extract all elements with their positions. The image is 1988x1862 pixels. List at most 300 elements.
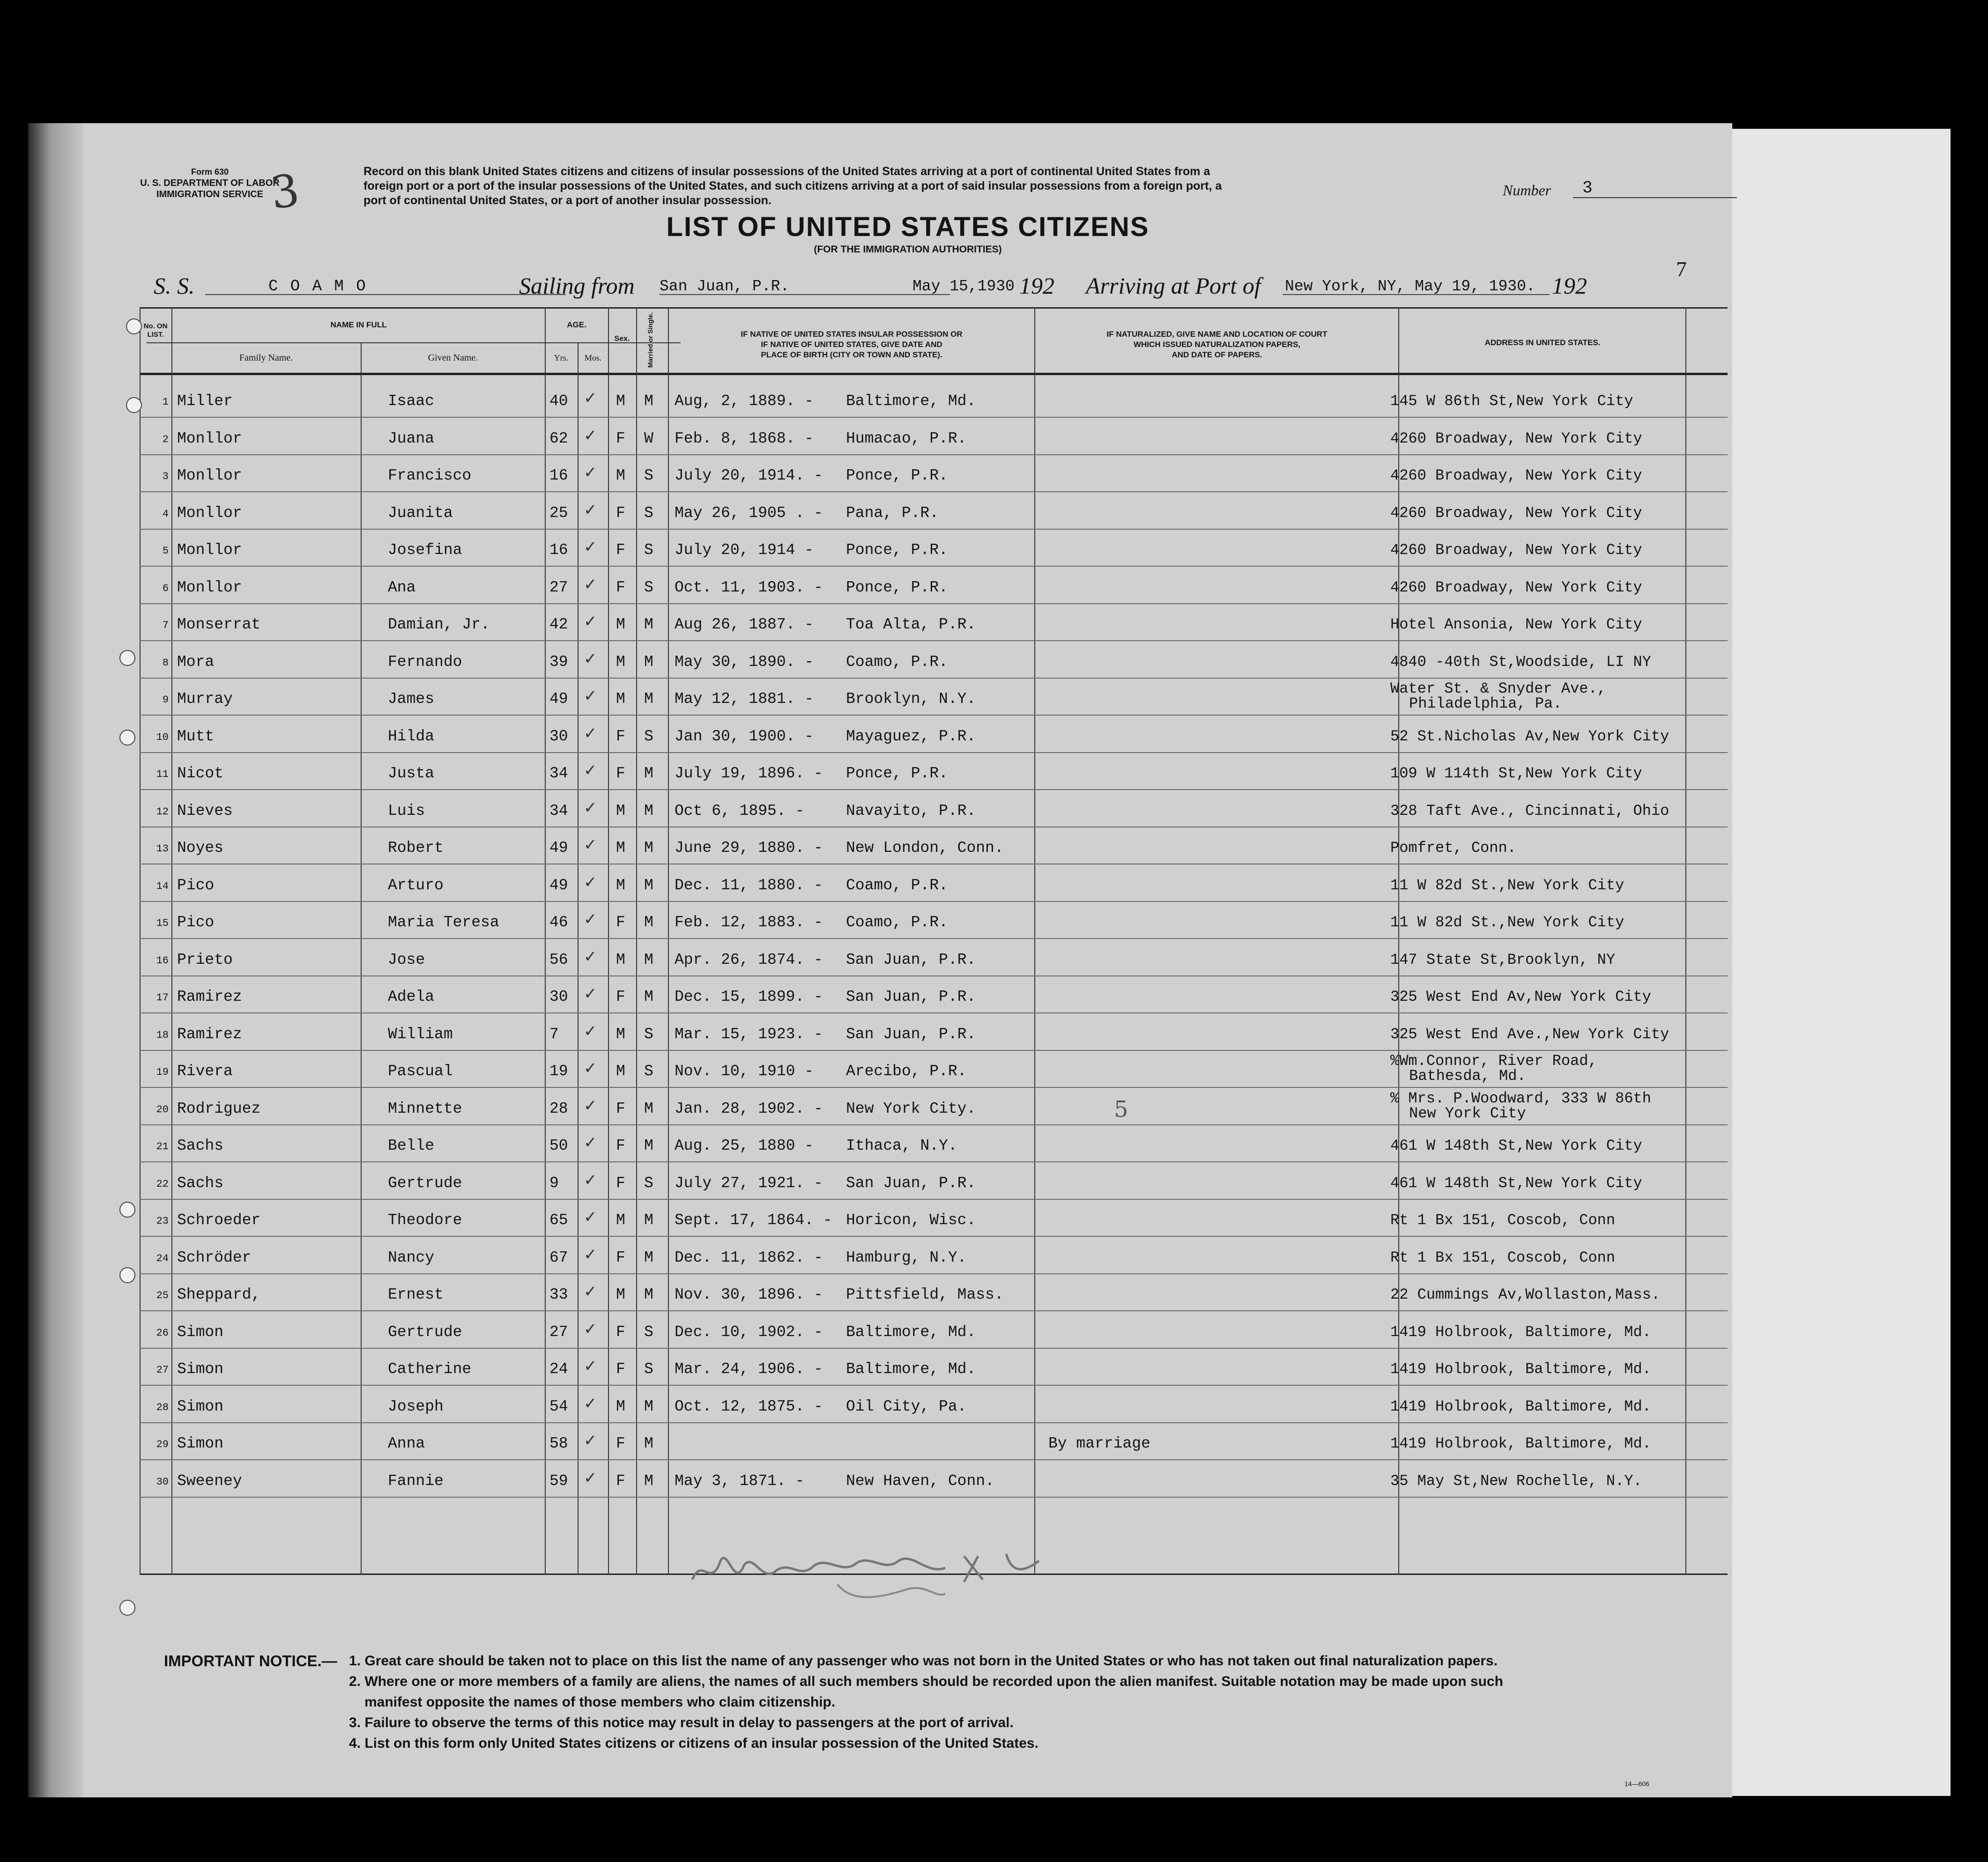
marital-status: S	[644, 727, 653, 745]
manifest-page	[83, 123, 1732, 1797]
check-mark: ✓	[584, 501, 597, 519]
marital-status: M	[644, 392, 653, 410]
row-rule	[140, 603, 1728, 604]
check-mark: ✓	[584, 911, 597, 928]
given-name: William	[388, 1025, 453, 1043]
row-number: 5	[162, 545, 169, 557]
birth-place: Ponce, P.R.	[846, 541, 948, 559]
punch-hole	[119, 1600, 135, 1616]
age-years: 34	[549, 802, 568, 820]
row-number: 15	[156, 917, 169, 929]
birth-place: Navayito, P.R.	[846, 802, 976, 820]
birth-date: Mar. 15, 1923. -	[675, 1025, 823, 1043]
sex: M	[616, 467, 625, 484]
row-rule	[140, 901, 1728, 902]
age-years: 59	[549, 1472, 568, 1490]
birth-date: Oct. 12, 1875. -	[675, 1397, 823, 1415]
given-name: Justa	[388, 765, 435, 782]
age-years: 49	[549, 839, 568, 857]
check-mark: ✓	[584, 1358, 597, 1375]
family-name: Miller	[177, 392, 233, 410]
given-name: Pascual	[388, 1063, 453, 1080]
sex: F	[616, 914, 625, 931]
check-mark: ✓	[584, 1171, 597, 1189]
check-mark: ✓	[584, 1432, 597, 1449]
birth-date: Oct 6, 1895. -	[675, 802, 805, 820]
birth-place: Arecibo, P.R.	[846, 1063, 967, 1080]
row-rule	[140, 566, 1728, 567]
birth-place: Ponce, P.R.	[846, 765, 948, 782]
given-name: Damian, Jr.	[388, 616, 490, 633]
check-mark: ✓	[584, 1097, 597, 1115]
address-line-1: 1419 Holbrook, Baltimore, Md.	[1390, 1360, 1651, 1378]
birth-header-line-2: IF NATIVE OF UNITED STATES, GIVE DATE AND	[761, 340, 942, 349]
row-number: 1	[162, 396, 169, 408]
sex: F	[616, 1360, 625, 1378]
given-name: Anna	[388, 1435, 425, 1452]
sex: F	[616, 429, 625, 447]
birth-header-line-3: PLACE OF BIRTH (CITY OR TOWN AND STATE).	[761, 350, 942, 359]
address-line-2: Philadelphia, Pa.	[1409, 695, 1562, 712]
birth-place: New Haven, Conn.	[846, 1472, 994, 1490]
family-name: Simon	[177, 1360, 224, 1378]
sex: M	[616, 802, 625, 820]
row-rule	[140, 827, 1728, 828]
top-instructions-line-1: Record on this blank United States citizens and citizens of insular possessions of the United States arriving at a port of continental United States from a	[363, 165, 1210, 178]
marital-status: M	[644, 1397, 653, 1415]
notice-item-2-cont: manifest opposite the names of those members who claim citizenship.	[364, 1694, 836, 1710]
check-mark: ✓	[584, 1060, 597, 1077]
row-number: 14	[156, 880, 169, 892]
row-rule	[140, 975, 1728, 976]
family-name: Simon	[177, 1323, 224, 1341]
row-rule	[140, 1012, 1728, 1013]
marital-status: M	[644, 1472, 653, 1490]
binding-shadow	[28, 123, 83, 1797]
given-name: Robert	[388, 839, 444, 857]
birth-place: Mayaguez, P.R.	[846, 727, 976, 745]
row-rule	[140, 1459, 1728, 1460]
address-line-1: 4260 Broadway, New York City	[1390, 541, 1642, 559]
check-mark: ✓	[584, 985, 597, 1003]
check-mark: ✓	[584, 1134, 597, 1152]
check-mark: ✓	[584, 576, 597, 593]
family-name: Monllor	[177, 541, 242, 559]
naturalization-header-line-1: IF NATURALIZED, GIVE NAME AND LOCATION OF COURT	[1106, 330, 1328, 339]
address-line-1: 325 West End Ave.,New York City	[1390, 1025, 1669, 1043]
age-years: 54	[549, 1397, 568, 1415]
row-number: 16	[156, 954, 169, 967]
sex: M	[616, 1397, 625, 1415]
row-rule	[140, 789, 1728, 790]
row-rule	[140, 752, 1728, 753]
row-rule	[140, 1385, 1728, 1386]
punch-hole	[119, 1267, 135, 1283]
sex: F	[616, 1174, 625, 1192]
birth-date: Nov. 30, 1896. -	[675, 1286, 823, 1303]
row-rule	[140, 1087, 1728, 1088]
age-years: 27	[549, 578, 568, 596]
given-name: Arturo	[388, 876, 444, 894]
row-rule	[140, 1497, 1728, 1498]
marital-status: S	[644, 1360, 653, 1378]
sex: F	[616, 1249, 625, 1266]
birth-date: May 26, 1905 . -	[675, 504, 823, 522]
row-number: 20	[156, 1103, 169, 1116]
marital-status: M	[644, 765, 653, 782]
given-name: Adela	[388, 988, 435, 1005]
address-line-1: 1419 Holbrook, Baltimore, Md.	[1390, 1397, 1651, 1415]
birth-place: Pana, P.R.	[846, 504, 939, 522]
row-rule	[140, 1124, 1728, 1125]
row-rule	[140, 529, 1728, 530]
age-years: 46	[549, 914, 568, 931]
marital-status: M	[644, 876, 653, 894]
service-line: IMMIGRATION SERVICE	[156, 189, 264, 200]
row-rule	[140, 1273, 1728, 1274]
check-mark: ✓	[584, 687, 597, 705]
marital-status: M	[644, 951, 653, 968]
col-header-yrs: Yrs.	[554, 353, 569, 362]
notice-item-1: 1. Great care should be taken not to place on this list the name of any passenger who was not born in the United States or who has not taken out final naturalization papers.	[349, 1653, 1498, 1669]
given-name: Joseph	[388, 1397, 444, 1415]
sex: M	[616, 1025, 625, 1043]
family-name: Pico	[177, 914, 215, 931]
check-mark: ✓	[584, 724, 597, 742]
col-header-given: Given Name.	[428, 353, 478, 363]
birth-date: July 20, 1914 -	[675, 541, 814, 559]
age-years: 16	[549, 467, 568, 484]
row-rule	[140, 1422, 1728, 1423]
address-line-1: Pomfret, Conn.	[1390, 839, 1516, 857]
birth-place: Oil City, Pa.	[846, 1397, 967, 1415]
given-name: Gertrude	[388, 1323, 462, 1341]
check-mark: ✓	[584, 948, 597, 966]
row-number: 19	[156, 1066, 169, 1078]
age-years: 58	[549, 1435, 568, 1452]
family-name: Sweeney	[177, 1472, 242, 1490]
check-mark: ✓	[584, 539, 597, 556]
birth-date: Sept. 17, 1864. -	[675, 1212, 832, 1229]
row-number: 11	[156, 768, 169, 780]
family-name: Mutt	[177, 727, 215, 745]
address-line-1: % Mrs. P.Woodward, 333 W 86th	[1390, 1089, 1651, 1107]
address-line-1: 1419 Holbrook, Baltimore, Md.	[1390, 1435, 1651, 1452]
birth-date: Dec. 15, 1899. -	[675, 988, 823, 1005]
important-notice	[164, 1651, 1691, 1754]
row-number: 6	[162, 582, 169, 594]
row-number: 8	[162, 657, 169, 669]
birth-date: Aug 26, 1887. -	[675, 616, 814, 633]
age-years: 24	[549, 1360, 568, 1378]
family-name: Monllor	[177, 467, 242, 484]
marital-status: S	[644, 1063, 653, 1080]
check-mark: ✓	[584, 799, 597, 817]
birth-date: May 3, 1871. -	[675, 1472, 805, 1490]
ss-label: S. S.	[154, 273, 195, 299]
age-years: 16	[549, 541, 568, 559]
age-years: 30	[549, 727, 568, 745]
naturalization: 5	[1114, 1096, 1128, 1123]
address-line-1: 1419 Holbrook, Baltimore, Md.	[1390, 1323, 1651, 1341]
row-number: 10	[156, 731, 169, 743]
naturalization-header-line-3: AND DATE OF PAPERS.	[1172, 350, 1262, 359]
check-mark: ✓	[584, 1209, 597, 1226]
given-name: Catherine	[388, 1360, 472, 1378]
row-number: 23	[156, 1215, 169, 1227]
address-line-1: 4840 -40th St,Woodside, LI NY	[1390, 653, 1651, 671]
given-name: Gertrude	[388, 1174, 462, 1192]
row-number: 12	[156, 805, 169, 818]
birth-place: Ponce, P.R.	[846, 467, 948, 484]
subheader-rule	[147, 342, 681, 343]
sex: M	[616, 839, 625, 857]
arriving-port-date: New York, NY, May 19, 1930.	[1285, 278, 1536, 295]
family-name: Rivera	[177, 1063, 233, 1080]
sex: F	[616, 504, 625, 522]
age-years: 49	[549, 876, 568, 894]
birth-date: Nov. 10, 1910 -	[675, 1063, 814, 1080]
row-number: 7	[162, 620, 169, 631]
given-name: Francisco	[388, 467, 472, 484]
age-years: 56	[549, 951, 568, 968]
row-rule	[140, 417, 1728, 418]
birth-date: July 19, 1896. -	[675, 765, 823, 782]
birth-place: Toa Alta, P.R.	[846, 616, 976, 633]
sex: M	[616, 616, 625, 633]
sex: M	[616, 653, 625, 671]
birth-place: Baltimore, Md.	[846, 1323, 976, 1341]
page-title: LIST OF UNITED STATES CITIZENS	[666, 212, 1150, 242]
given-name: Fernando	[388, 653, 462, 671]
row-number: 18	[156, 1029, 169, 1041]
row-number: 9	[162, 694, 169, 706]
given-name: Minnette	[388, 1100, 462, 1117]
birth-place: Baltimore, Md.	[846, 392, 976, 410]
given-name: Fannie	[388, 1472, 444, 1490]
family-name: Mora	[177, 653, 215, 671]
age-years: 25	[549, 504, 568, 522]
sex: F	[616, 765, 625, 782]
sex: M	[616, 951, 625, 968]
check-mark: ✓	[584, 1022, 597, 1040]
family-name: Ramirez	[177, 988, 242, 1005]
given-name: Josefina	[388, 541, 462, 559]
marital-status: M	[644, 802, 653, 820]
birth-date: July 20, 1914. -	[675, 467, 823, 484]
family-name: Nieves	[177, 802, 233, 820]
marital-status: M	[644, 1249, 653, 1266]
address-line-2: Bathesda, Md.	[1409, 1067, 1526, 1085]
marital-status: S	[644, 578, 653, 596]
given-name: Luis	[388, 802, 425, 820]
row-number: 2	[162, 433, 169, 445]
row-rule	[140, 678, 1728, 679]
sex: F	[616, 1100, 625, 1117]
family-name: Monllor	[177, 578, 242, 596]
row-rule	[140, 491, 1728, 492]
marital-status: M	[644, 1100, 653, 1117]
address-line-1: 4260 Broadway, New York City	[1390, 504, 1642, 522]
address-line-1: Rt 1 Bx 151, Coscob, Conn	[1390, 1212, 1616, 1229]
family-name: Murray	[177, 690, 233, 708]
address-line-1: 11 W 82d St.,New York City	[1390, 876, 1625, 894]
birth-place: Brooklyn, N.Y.	[846, 690, 976, 708]
col-header-no: No. ON LIST.	[143, 322, 168, 339]
sex: M	[616, 392, 625, 410]
form-id-block	[140, 166, 280, 200]
row-rule	[140, 454, 1728, 455]
notice-heading: IMPORTANT NOTICE.—	[164, 1652, 337, 1670]
address-line-1: 4260 Broadway, New York City	[1390, 578, 1642, 596]
check-mark: ✓	[584, 1469, 597, 1487]
sailing-date: May 15,1930	[912, 278, 1015, 295]
given-name: Theodore	[388, 1212, 462, 1229]
address-line-1: 147 State St,Brooklyn, NY	[1390, 951, 1616, 968]
birth-date: Aug, 2, 1889. -	[675, 392, 814, 410]
address-line-1: 109 W 114th St,New York City	[1390, 765, 1642, 782]
address-line-2: New York City	[1409, 1104, 1526, 1122]
address-line-1: 4260 Broadway, New York City	[1390, 429, 1642, 447]
birth-place: Ithaca, N.Y.	[846, 1137, 957, 1154]
address-line-1: Rt 1 Bx 151, Coscob, Conn	[1390, 1249, 1616, 1266]
birth-place: San Juan, P.R.	[846, 951, 976, 968]
given-name: Maria Teresa	[388, 914, 499, 931]
sex: F	[616, 1472, 625, 1490]
top-instructions-line-2: foreign port or a port of the insular possessions of the United States, and such citizens arriving at a port of said insular possessions from a foreign port, a	[363, 179, 1222, 192]
marital-status: W	[644, 429, 653, 447]
address-line-1: Hotel Ansonia, New York City	[1390, 616, 1642, 633]
marital-status: M	[644, 1137, 653, 1154]
birth-place: Ponce, P.R.	[846, 578, 948, 596]
age-years: 30	[549, 988, 568, 1005]
marital-status: M	[644, 839, 653, 857]
notice-item-4: 4. List on this form only United States citizens or citizens of an insular possession of the United States.	[349, 1736, 1039, 1751]
birth-place: New York City.	[846, 1100, 976, 1117]
family-name: Sachs	[177, 1174, 224, 1192]
row-rule	[140, 1236, 1728, 1237]
birth-date: Dec. 11, 1862. -	[675, 1249, 823, 1266]
check-mark: ✓	[584, 836, 597, 854]
form-number: Form 630	[191, 167, 229, 177]
marital-status: S	[644, 1174, 653, 1192]
family-name: Pico	[177, 876, 215, 894]
top-instructions-line-3: port of continental United States, or a port of another insular possession.	[363, 194, 771, 207]
check-mark: ✓	[584, 427, 597, 444]
row-number: 21	[156, 1141, 169, 1153]
sex: M	[616, 1286, 625, 1303]
sex: M	[616, 1212, 625, 1229]
adjacent-page	[1732, 129, 1951, 1796]
family-name: Sheppard,	[177, 1286, 261, 1303]
birth-place: Coamo, P.R.	[846, 653, 948, 671]
marital-status: S	[644, 1025, 653, 1043]
col-header-age: AGE.	[567, 320, 586, 329]
year-prefix-1: 192	[1019, 273, 1054, 299]
birth-place: San Juan, P.R.	[846, 1174, 976, 1192]
marital-status: M	[644, 1435, 653, 1452]
sex: F	[616, 1137, 625, 1154]
marital-status: S	[644, 467, 653, 484]
notice-item-2: 2. Where one or more members of a family are aliens, the names of all such members should be recorded upon the alien manifest. Suitable notation may be made upon such	[349, 1674, 1503, 1689]
address-line-1: 461 W 148th St,New York City	[1390, 1137, 1642, 1154]
birth-place: Pittsfield, Mass.	[846, 1286, 1004, 1303]
given-name: Jose	[388, 951, 425, 968]
address-line-1: 22 Cummings Av,Wollaston,Mass.	[1390, 1286, 1661, 1303]
family-name: Prieto	[177, 951, 233, 968]
punch-hole	[119, 730, 135, 746]
sex: M	[616, 1063, 625, 1080]
age-years: 65	[549, 1212, 568, 1229]
handwritten-mark: 3	[267, 164, 303, 220]
sex: F	[616, 727, 625, 745]
check-mark: ✓	[584, 613, 597, 630]
birth-place: San Juan, P.R.	[846, 988, 976, 1005]
row-rule	[140, 938, 1728, 939]
ship-name: C O A M O	[268, 278, 367, 296]
row-rule	[140, 1348, 1728, 1349]
age-years: 62	[549, 429, 568, 447]
row-number: 3	[162, 471, 169, 482]
ship-underline	[205, 294, 566, 295]
given-name: Nancy	[388, 1249, 435, 1266]
check-mark: ✓	[584, 1283, 597, 1300]
address-line-1: Water St. & Snyder Ave.,	[1390, 680, 1606, 697]
birth-date: Aug. 25, 1880 -	[675, 1137, 814, 1154]
birth-place: Coamo, P.R.	[846, 876, 948, 894]
marital-status: M	[644, 1286, 653, 1303]
birth-date: Jan. 28, 1902. -	[675, 1100, 823, 1117]
address-line-1: 328 Taft Ave., Cincinnati, Ohio	[1390, 802, 1669, 820]
family-name: Monserrat	[177, 616, 261, 633]
sailing-label: Sailing from	[519, 273, 635, 299]
col-header-name: NAME IN FULL	[330, 320, 387, 329]
page-subtitle: (FOR THE IMMIGRATION AUTHORITIES)	[814, 244, 1002, 255]
family-name: Schröder	[177, 1249, 252, 1266]
sex: M	[616, 690, 625, 708]
given-name: Ernest	[388, 1286, 444, 1303]
age-years: 27	[549, 1323, 568, 1341]
birth-date: Jan 30, 1900. -	[675, 727, 814, 745]
sex: F	[616, 1435, 625, 1452]
given-name: Juana	[388, 429, 435, 447]
number-underline	[1573, 197, 1737, 198]
punch-hole	[119, 650, 135, 666]
punch-hole	[119, 1202, 135, 1218]
row-number: 28	[156, 1401, 169, 1413]
given-name: Juanita	[388, 504, 453, 522]
row-number: 26	[156, 1327, 169, 1339]
birth-place: Coamo, P.R.	[846, 914, 948, 931]
family-name: Schroeder	[177, 1212, 261, 1229]
birth-date: Feb. 12, 1883. -	[675, 914, 823, 931]
address-line-1: 4260 Broadway, New York City	[1390, 467, 1642, 484]
number-label: Number	[1503, 182, 1551, 199]
birth-date: May 12, 1881. -	[675, 690, 814, 708]
address-line-1: 35 May St,New Rochelle, N.Y.	[1390, 1472, 1642, 1490]
address-line-1: 11 W 82d St.,New York City	[1390, 914, 1625, 931]
birth-date: Mar. 24, 1906. -	[675, 1360, 823, 1378]
check-mark: ✓	[584, 1246, 597, 1264]
sex: M	[616, 876, 625, 894]
col-rule	[578, 342, 579, 1575]
check-mark: ✓	[584, 1320, 597, 1338]
age-years: 7	[549, 1025, 559, 1043]
row-number: 13	[156, 843, 169, 855]
birth-date: Oct. 11, 1903. -	[675, 578, 823, 596]
check-mark: ✓	[584, 650, 597, 668]
given-name: Ana	[388, 578, 416, 596]
